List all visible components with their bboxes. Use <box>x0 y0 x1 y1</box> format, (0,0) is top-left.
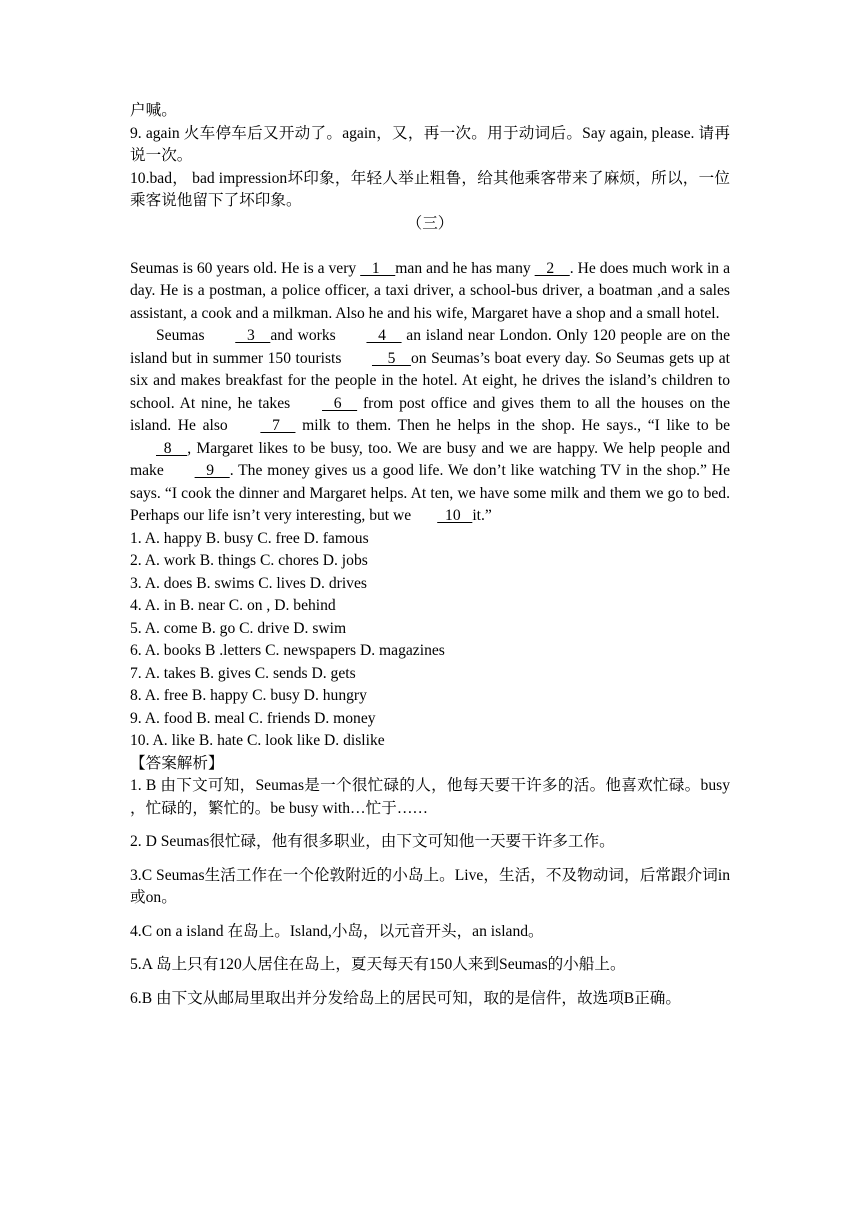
blank-7: 7 <box>260 417 296 434</box>
answer-item: 1. B 由下文可知，Seumas是一个很忙碌的人，他每天要干许多的活。他喜欢忙碌。busy ，忙碌的，繁忙的。be busy with…忙于…… <box>130 777 730 817</box>
intro-line: 户喊。 <box>130 102 177 119</box>
passage-text: , Margaret likes to be busy, too. We are busy and we are happy. We help people and make <box>130 439 730 479</box>
answer-heading: 【答案解析】 <box>130 754 224 772</box>
passage-text: Seumas <box>156 327 210 344</box>
answer-item: 4.C on a island 在岛上。Island,小岛，以元音开头，an island。 <box>130 922 544 940</box>
option-line: 8. A. free B. happy C. busy D. hungry <box>130 687 367 704</box>
options-list <box>130 528 730 753</box>
document-body <box>130 100 730 1010</box>
section-title: （三） <box>406 214 454 232</box>
answer-item: 3.C Seumas生活工作在一个伦敦附近的小岛上。Live，生活，不及物动词，后常跟介词in或on。 <box>130 866 730 906</box>
passage-text: an island near London. Only 120 people are on the island but in summer 150 tourists <box>130 327 730 367</box>
passage-paragraph-1 <box>130 258 730 326</box>
answers-list <box>130 775 730 1010</box>
option-line: 2. A. work B. things C. chores D. jobs <box>130 552 368 569</box>
intro-line: 9. again 火车停车后又开动了。again，又，再一次。用于动词后。Say again, please. 请再说一次。 <box>130 124 730 164</box>
passage-text: on Seumas’s boat every day. So Seumas gets up at six and makes breakfast for the people in the hotel. At eight, he drives the island’s children to school. At nine, he takes <box>130 349 730 412</box>
answer-item: 6.B 由下文从邮局里取出并分发给岛上的居民可知，取的是信件，故选项B正确。 <box>130 989 681 1007</box>
blank-2: 2 <box>534 259 570 277</box>
blank-6: 6 <box>322 394 358 412</box>
passage-text: milk to them. Then he helps in the shop. He says., “I like to be <box>295 417 730 434</box>
blank-3: 3 <box>235 327 271 344</box>
option-line: 1. A. happy B. busy C. free D. famous <box>130 529 369 547</box>
blank-5: 5 <box>371 349 411 367</box>
passage-text: it.” <box>472 507 492 524</box>
blank-9: 9 <box>194 462 230 479</box>
intro-line: 10.bad， bad impression坏印象，年轻人举止粗鲁，给其他乘客带来了麻烦，所以，一位乘客说他留下了坏印象。 <box>130 169 730 209</box>
option-line: 7. A. takes B. gives C. sends D. gets <box>130 664 356 682</box>
passage-text: and works <box>270 327 341 344</box>
option-line: 4. A. in B. near C. on , D. behind <box>130 597 336 614</box>
passage-text: . He does much work in a day. He is a postman, a police officer, a taxi driver, a school-bus driver, a boatman ,and a sales assistant, a cook and a milkman. Also he and his wife, Margaret have a shop and a small hotel. <box>130 259 730 322</box>
passage-paragraph-2 <box>130 325 730 528</box>
option-line: 9. A. food B. meal C. friends D. money <box>130 709 376 727</box>
blank-10: 10 <box>437 507 473 524</box>
option-line: 3. A. does B. swims C. lives D. drives <box>130 574 367 592</box>
passage-text: Seumas is 60 years old. He is a very <box>130 259 361 277</box>
passage-text: man and he has many <box>395 259 535 277</box>
blank-1: 1 <box>360 259 396 277</box>
blank-8: 8 <box>156 439 188 457</box>
option-line: 5. A. come B. go C. drive D. swim <box>130 619 347 637</box>
option-line: 6. A. books B .letters C. newspapers D. magazines <box>130 642 445 659</box>
blank-4: 4 <box>366 327 402 344</box>
answer-item: 5.A 岛上只有120人居住在岛上，夏天每天有150人来到Seumas的小船上。 <box>130 956 626 973</box>
option-line: 10. A. like B. hate C. look like D. dislike <box>130 732 385 749</box>
passage-text: . The money gives us a good life. We don’t like watching TV in the shop.” He says. “I cook the dinner and Margaret helps. At ten, we have some milk and them we go to bed. Perhaps our life isn’t very interesting, but we <box>130 462 730 524</box>
passage-text: from post office and gives them to all the houses on the island. He also <box>130 394 730 434</box>
spacer <box>130 235 730 258</box>
answer-item: 2. D Seumas很忙碌，他有很多职业，由下文可知他一天要干许多工作。 <box>130 833 615 850</box>
